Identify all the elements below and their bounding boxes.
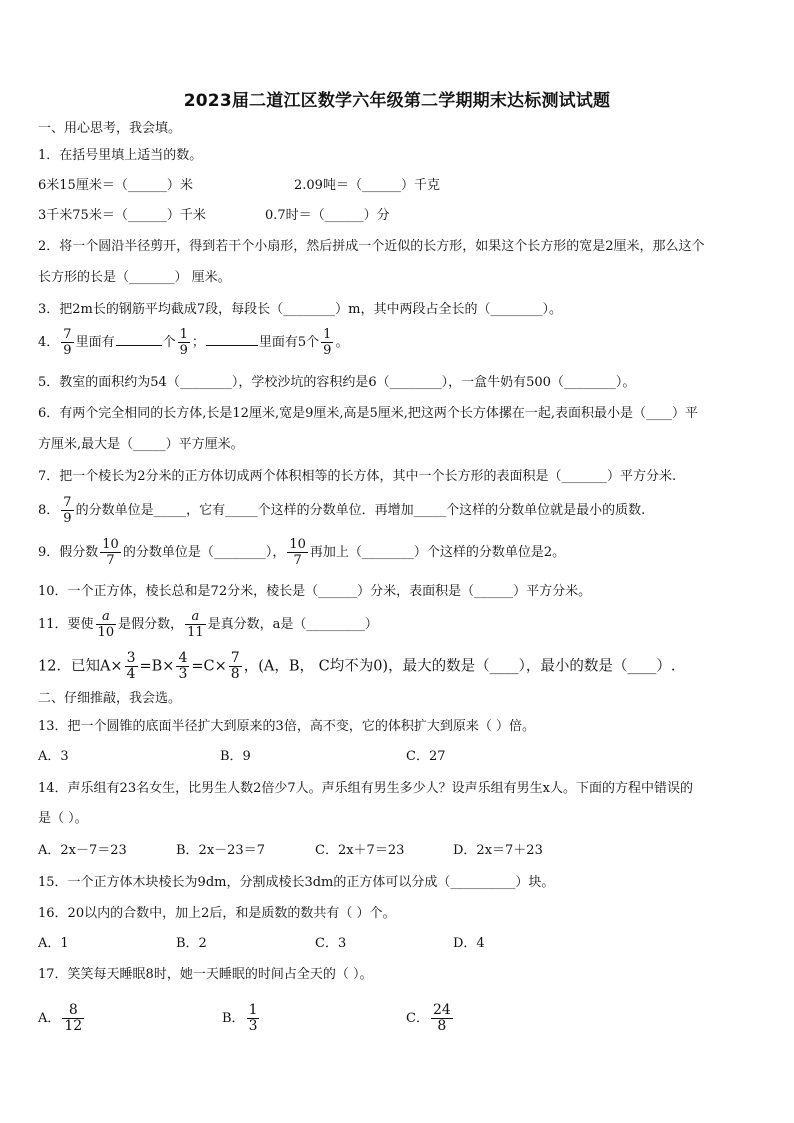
question-8-text: 的分数单位是_____，它有_____个这样的分数单位．再增加_____个这样的分数单位就是最小的质数.: [75, 503, 646, 518]
fraction-7-8: $\frac{7}{8}$: [230, 650, 240, 682]
question-13-option-c[interactable]: C．27: [406, 749, 446, 764]
fraction-1-9: $\frac{1}{9}$: [323, 327, 332, 358]
question-12-text-1: =B×: [139, 658, 175, 675]
question-16-option-a[interactable]: A．1: [38, 936, 69, 951]
question-12-text-3: ，(A，B， C均不为0)，最大的数是（____），最小的数是（____）.: [243, 658, 676, 675]
question-3: 3．把2m长的钢筋平均截成7段，每段长（________）m，其中两段占全长的（________）。: [38, 302, 562, 317]
question-17-option-c[interactable]: [406, 1003, 455, 1034]
question-1-stem: 1．在括号里填上适当的数。: [38, 148, 203, 163]
question-12-prefix: 12．已知A×: [38, 658, 123, 675]
question-10: 10．一个正方体，棱长总和是72分米，棱长是（______）分米，表面积是（______）平方分米。: [38, 584, 592, 599]
option-label: A．: [38, 1011, 61, 1026]
fraction-1-9: $\frac{1}{9}$: [179, 327, 188, 358]
question-14-line-1: 14．声乐组有23名女生，比男生人数2倍少7人。声乐组有男生多少人？设声乐组有男生x人。下面的方程中错误的: [38, 781, 693, 796]
question-9-text-1: 的分数单位是（________），: [122, 545, 286, 560]
question-1-item-a: 6米15厘米＝（______）米: [38, 178, 193, 193]
fraction-7-9: $\frac{7}{9}$: [63, 495, 72, 526]
fraction-1-3: $\frac{1}{3}$: [248, 1002, 258, 1034]
question-9-prefix: 9．假分数: [38, 545, 99, 560]
question-4-text-1: 里面有: [75, 335, 115, 350]
question-4-text-4: 里面有5个: [258, 335, 320, 350]
question-4-text-5: 。: [335, 335, 349, 350]
question-16-stem: 16．20以内的合数中，加上2后，和是质数的数共有（ ）个。: [38, 906, 396, 921]
answer-blank[interactable]: [206, 331, 258, 346]
question-2-line-2: 长方形的长是（_______） 厘米。: [38, 270, 231, 285]
fraction-8-12: $\frac{8}{12}$: [64, 1002, 83, 1034]
question-11-text-2: 是真分数，a是（_________）: [207, 617, 378, 632]
question-4-text-3: ；: [191, 335, 205, 350]
question-5: 5．教室的面积约为54（________），学校沙坑的容积约是6（________），一盒牛奶有500（________）。: [38, 375, 636, 390]
question-12: [38, 651, 675, 682]
question-14-option-c[interactable]: C．2x＋7＝23: [315, 843, 405, 858]
question-14-option-a[interactable]: A．2x－7＝23: [38, 843, 127, 858]
question-11-prefix: 11．要使: [38, 617, 94, 632]
fraction-10-7: $\frac{10}{7}$: [289, 537, 306, 568]
question-14-option-b[interactable]: B．2x－23＝7: [176, 843, 265, 858]
question-14-option-d[interactable]: D．2x＝7＋23: [453, 843, 543, 858]
question-1-item-b: 2.09吨＝（______）千克: [294, 178, 440, 193]
question-11: [38, 609, 378, 640]
question-8: [38, 495, 645, 526]
question-8-prefix: 8．: [38, 503, 60, 518]
question-17-stem: 17．笑笑每天睡眠8时，她一天睡眠的时间占全天的（ ）。: [38, 967, 373, 982]
section-heading-fill: 一、用心思考，我会填。: [38, 121, 182, 136]
answer-blank[interactable]: [116, 331, 162, 346]
fraction-a-10: $\frac{a}{10}$: [97, 609, 115, 640]
fraction-4-3: $\frac{4}{3}$: [178, 650, 188, 682]
fraction-3-4: $\frac{3}{4}$: [126, 650, 136, 682]
question-17-option-b[interactable]: [222, 1003, 261, 1034]
question-16-option-d[interactable]: D．4: [453, 936, 485, 951]
question-15: 15．一个正方体木块棱长为9dm，分割成棱长3dm的正方体可以分成（__________）块。: [38, 875, 555, 890]
question-1-item-d: 0.7时＝（______）分: [265, 208, 390, 223]
option-label: C．: [406, 1011, 429, 1026]
fraction-7-9: $\frac{7}{9}$: [63, 327, 72, 358]
question-6-line-2: 方厘米,最大是（_____）平方厘米。: [38, 437, 244, 452]
question-13-option-b[interactable]: B．9: [220, 749, 251, 764]
question-4-prefix: 4．: [38, 335, 60, 350]
question-16-option-b[interactable]: B．2: [176, 936, 207, 951]
question-9: [38, 537, 565, 568]
question-11-text-1: 是假分数，: [118, 617, 184, 632]
question-16-option-c[interactable]: C．3: [315, 936, 347, 951]
question-2-line-1: 2．将一个圆沿半径剪开，得到若干个小扇形，然后拼成一个近似的长方形，如果这个长方形的宽是2厘米，那么这个: [38, 239, 705, 254]
question-12-text-2: =C×: [191, 658, 227, 675]
fraction-24-8: $\frac{24}{8}$: [432, 1002, 451, 1034]
question-13-stem: 13．把一个圆锥的底面半径扩大到原来的3倍，高不变，它的体积扩大到原来（ ）倍。: [38, 719, 535, 734]
question-4-text-2: 个: [162, 335, 176, 350]
fraction-10-7: $\frac{10}{7}$: [102, 537, 119, 568]
section-heading-choice: 二、仔细推敲，我会选。: [38, 691, 182, 706]
question-13-option-a[interactable]: A．3: [38, 749, 69, 764]
question-14-line-2: 是（ ）。: [38, 811, 88, 826]
question-9-text-2: 再加上（________）个这样的分数单位是2。: [309, 545, 566, 560]
page-title: 2023届二道江区数学六年级第二学期期末达标测试试题: [183, 91, 611, 111]
question-7: 7．把一个棱长为2分米的正方体切成两个体积相等的长方体，其中一个长方形的表面积是（_______）平方分米.: [38, 469, 677, 484]
option-label: B．: [222, 1011, 245, 1026]
question-17-option-a[interactable]: [38, 1003, 86, 1034]
question-1-item-c: 3千米75米＝（______）千米: [38, 208, 206, 223]
fraction-a-11: $\frac{a}{11}$: [187, 609, 204, 640]
question-4: [38, 327, 348, 358]
question-6-line-1: 6．有两个完全相同的长方体,长是12厘米,宽是9厘米,高是5厘米,把这两个长方体摞在一起,表面积最小是（____）平: [38, 406, 699, 421]
